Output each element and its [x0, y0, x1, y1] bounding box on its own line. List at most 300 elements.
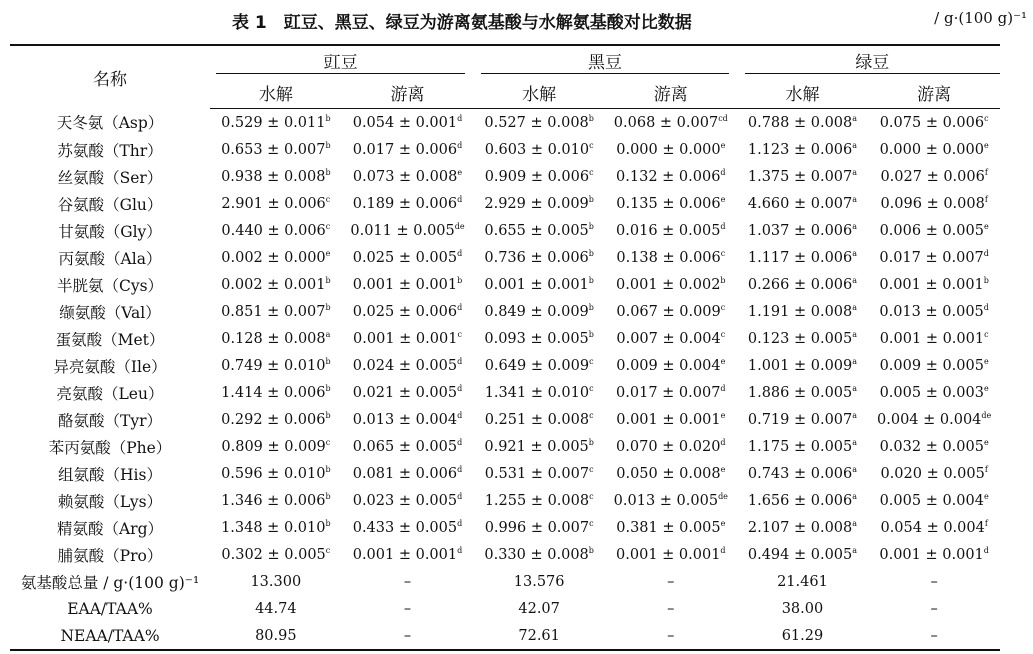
value-text: 0.132 ± 0.006	[616, 168, 721, 185]
value-text: 0.128 ± 0.008	[221, 330, 326, 347]
value-text: 0.017 ± 0.006	[352, 141, 458, 158]
value-cell	[210, 217, 342, 244]
significance-letter: c	[325, 194, 331, 204]
value-cell	[210, 136, 342, 163]
value-cell	[868, 460, 1000, 487]
value-cell	[737, 136, 869, 163]
value-text: 0.189 ± 0.006	[352, 195, 458, 212]
value-cell	[210, 109, 342, 137]
value-text: 0.001 ± 0.001	[352, 546, 458, 563]
significance-letter: e	[983, 356, 989, 366]
value-text: 0.743 ± 0.006	[747, 465, 853, 482]
value-text: 1.037 ± 0.006	[747, 222, 853, 239]
significance-letter: de	[981, 410, 992, 420]
value-text: 0.596 ± 0.010	[221, 465, 326, 482]
value-cell	[210, 487, 342, 514]
value-text: 0.921 ± 0.005	[484, 438, 589, 455]
significance-letter: cd	[718, 113, 728, 123]
value-text: 0.527 ± 0.008	[484, 114, 589, 131]
value-text: 0.001 ± 0.001	[353, 330, 458, 347]
value-text: 0.093 ± 0.005	[484, 330, 589, 347]
value-cell	[210, 244, 342, 271]
significance-letter: f	[984, 518, 988, 528]
value-cell	[342, 190, 474, 217]
significance-letter: de	[454, 221, 465, 231]
significance-letter: d	[457, 518, 463, 528]
significance-letter: d	[983, 248, 989, 258]
value-cell	[737, 379, 869, 406]
summary-value: –	[868, 622, 1000, 650]
significance-letter: b	[588, 275, 594, 285]
significance-letter: d	[457, 491, 463, 501]
value-cell	[605, 109, 737, 137]
significance-letter: c	[720, 248, 726, 258]
significance-letter: e	[983, 221, 989, 231]
value-text: 0.020 ± 0.005	[880, 465, 985, 482]
summary-value: 13.576	[513, 573, 565, 590]
value-text: 0.075 ± 0.006	[879, 114, 985, 131]
value-text: 0.649 ± 0.009	[484, 357, 590, 374]
value-text: 1.886 ± 0.005	[747, 384, 853, 401]
value-text: 0.017 ± 0.007	[616, 384, 721, 401]
value-text: 0.032 ± 0.005	[879, 438, 984, 455]
value-text: 0.381 ± 0.005	[616, 519, 721, 536]
value-cell	[342, 460, 474, 487]
value-text: 0.719 ± 0.007	[747, 411, 853, 428]
value-cell	[605, 271, 737, 298]
value-text: 0.000 ± 0.000	[879, 141, 984, 158]
significance-letter: b	[325, 464, 331, 474]
summary-value: –	[342, 622, 474, 650]
amino-acid-name: 酪氨酸（Tyr）	[57, 411, 162, 430]
significance-letter: a	[852, 464, 858, 474]
value-cell	[605, 244, 737, 271]
value-cell	[473, 109, 605, 137]
name-header: 名称	[10, 45, 210, 109]
value-text: 0.009 ± 0.005	[879, 357, 984, 374]
value-cell	[342, 352, 474, 379]
amino-acid-name: 丝氨酸（Ser）	[57, 168, 163, 187]
value-text: 0.007 ± 0.004	[616, 330, 721, 347]
amino-acid-name: 蛋氨酸（Met）	[55, 330, 165, 349]
significance-letter: a	[852, 275, 858, 285]
significance-letter: d	[457, 437, 463, 447]
significance-letter: b	[325, 383, 331, 393]
significance-letter: b	[325, 410, 331, 420]
value-cell	[737, 352, 869, 379]
value-text: 0.529 ± 0.011	[221, 114, 326, 131]
value-cell	[342, 271, 474, 298]
value-text: 0.005 ± 0.003	[879, 384, 984, 401]
significance-letter: a	[325, 329, 331, 339]
value-cell	[342, 406, 474, 433]
value-text: 1.191 ± 0.008	[747, 303, 853, 320]
value-text: 0.001 ± 0.001	[484, 276, 589, 293]
table-row	[10, 352, 1000, 379]
value-text: 0.096 ± 0.008	[880, 195, 985, 212]
value-cell	[868, 352, 1000, 379]
group-header-cowpea: 豇豆	[216, 48, 465, 74]
significance-letter: e	[720, 194, 726, 204]
value-text: 1.341 ± 0.010	[484, 384, 590, 401]
value-cell	[737, 514, 869, 541]
significance-letter: d	[457, 248, 463, 258]
value-cell	[737, 163, 869, 190]
value-cell	[737, 244, 869, 271]
value-cell	[342, 298, 474, 325]
value-cell	[868, 190, 1000, 217]
value-text: 0.001 ± 0.001	[352, 276, 458, 293]
significance-letter: c	[589, 518, 594, 528]
value-text: 0.009 ± 0.004	[616, 357, 721, 374]
value-cell	[210, 541, 342, 568]
value-text: 0.494 ± 0.005	[747, 546, 853, 563]
value-cell	[737, 271, 869, 298]
summary-value: 21.461	[777, 573, 828, 590]
value-text: 1.346 ± 0.006	[221, 492, 326, 509]
summary-value: –	[667, 573, 675, 590]
value-cell	[868, 271, 1000, 298]
value-text: 0.603 ± 0.010	[484, 141, 590, 158]
value-cell	[737, 298, 869, 325]
significance-letter: e	[325, 248, 331, 258]
summary-name: 氨基酸总量 / g·(100 g)⁻¹	[20, 573, 200, 592]
value-cell	[473, 136, 605, 163]
value-cell	[737, 460, 869, 487]
value-text: 0.068 ± 0.007	[613, 114, 719, 131]
significance-letter: d	[457, 113, 463, 123]
value-text: 0.266 ± 0.006	[747, 276, 853, 293]
significance-letter: e	[720, 140, 726, 150]
value-text: 0.909 ± 0.006	[484, 168, 590, 185]
summary-value: –	[930, 600, 938, 617]
value-cell	[210, 433, 342, 460]
significance-letter: c	[325, 545, 331, 555]
significance-letter: a	[852, 167, 858, 177]
significance-letter: f	[984, 167, 988, 177]
significance-letter: e	[720, 356, 726, 366]
significance-letter: b	[588, 545, 594, 555]
subcol-header: 水解	[737, 76, 869, 109]
value-cell	[605, 325, 737, 352]
table-row	[10, 325, 1000, 352]
amino-acid-name: 异亮氨酸（Ile）	[53, 357, 167, 376]
value-text: 0.005 ± 0.004	[879, 492, 984, 509]
significance-letter: c	[589, 464, 594, 474]
significance-letter: b	[325, 518, 331, 528]
significance-letter: b	[588, 221, 594, 231]
value-text: 1.123 ± 0.006	[747, 141, 853, 158]
significance-letter: a	[852, 383, 858, 393]
value-cell	[473, 460, 605, 487]
table-row	[10, 244, 1000, 271]
value-text: 0.073 ± 0.008	[352, 168, 458, 185]
significance-letter: c	[325, 437, 331, 447]
value-cell	[342, 433, 474, 460]
significance-letter: b	[588, 302, 594, 312]
group-header-blackbean: 黑豆	[481, 48, 728, 74]
table-row	[10, 217, 1000, 244]
significance-letter: b	[325, 491, 331, 501]
summary-row	[10, 622, 1000, 650]
significance-letter: d	[983, 545, 989, 555]
value-text: 0.021 ± 0.005	[352, 384, 458, 401]
value-cell	[868, 109, 1000, 137]
value-text: 0.292 ± 0.006	[221, 411, 326, 428]
value-text: 0.440 ± 0.006	[221, 222, 326, 239]
significance-letter: e	[720, 410, 726, 420]
value-cell	[473, 217, 605, 244]
amino-acid-table	[10, 44, 1000, 651]
value-text: 0.016 ± 0.005	[616, 222, 721, 239]
table-title	[0, 8, 1033, 32]
subcol-header: 游离	[605, 76, 737, 109]
value-cell	[473, 352, 605, 379]
value-text: 2.901 ± 0.006	[221, 195, 326, 212]
significance-letter: d	[720, 221, 726, 231]
significance-letter: a	[852, 491, 858, 501]
table-row	[10, 460, 1000, 487]
value-cell	[605, 136, 737, 163]
value-cell	[210, 271, 342, 298]
table-row	[10, 433, 1000, 460]
value-text: 0.011 ± 0.005	[350, 222, 455, 239]
value-text: 0.302 ± 0.005	[221, 546, 326, 563]
value-text: 0.070 ± 0.020	[616, 438, 721, 455]
value-cell	[868, 406, 1000, 433]
significance-letter: c	[325, 221, 331, 231]
summary-value: –	[667, 600, 675, 617]
significance-letter: b	[588, 329, 594, 339]
significance-letter: de	[718, 491, 728, 501]
value-cell	[342, 541, 474, 568]
summary-name: NEAA/TAA%	[10, 622, 210, 650]
value-cell	[473, 271, 605, 298]
significance-letter: c	[589, 383, 594, 393]
amino-acid-name: 精氨酸（Arg）	[56, 519, 164, 538]
value-cell	[473, 190, 605, 217]
value-text: 1.255 ± 0.008	[484, 492, 590, 509]
significance-letter: a	[852, 221, 858, 231]
value-cell	[342, 244, 474, 271]
value-cell	[868, 379, 1000, 406]
value-text: 0.054 ± 0.004	[880, 519, 985, 536]
significance-letter: b	[588, 437, 594, 447]
significance-letter: a	[852, 329, 858, 339]
significance-letter: e	[457, 167, 463, 177]
value-text: 0.653 ± 0.007	[221, 141, 326, 158]
subcol-header: 水解	[210, 76, 342, 109]
value-text: 0.996 ± 0.007	[484, 519, 590, 536]
value-cell	[473, 406, 605, 433]
value-text: 0.736 ± 0.006	[484, 249, 589, 266]
value-text: 0.006 ± 0.005	[879, 222, 984, 239]
table-row	[10, 271, 1000, 298]
significance-letter: a	[852, 113, 858, 123]
value-cell	[210, 406, 342, 433]
value-cell	[605, 406, 737, 433]
value-text: 0.655 ± 0.005	[484, 222, 589, 239]
significance-letter: c	[589, 356, 594, 366]
value-cell	[473, 298, 605, 325]
value-cell	[737, 487, 869, 514]
value-cell	[868, 541, 1000, 568]
value-text: 0.023 ± 0.005	[352, 492, 458, 509]
value-text: 0.749 ± 0.010	[221, 357, 326, 374]
table-caption: 表 1 豇豆、黑豆、绿豆为游离氨基酸与水解氨基酸对比数据	[232, 13, 692, 33]
value-text: 0.001 ± 0.001	[616, 546, 721, 563]
value-cell	[868, 433, 1000, 460]
value-cell	[210, 190, 342, 217]
value-cell	[605, 190, 737, 217]
significance-letter: d	[720, 383, 726, 393]
value-cell	[605, 298, 737, 325]
amino-acid-name: 谷氨酸（Glu）	[57, 195, 163, 214]
value-cell	[868, 298, 1000, 325]
table-body	[10, 109, 1000, 651]
significance-letter: c	[984, 113, 989, 123]
value-cell	[737, 433, 869, 460]
value-cell	[473, 541, 605, 568]
significance-letter: d	[457, 410, 463, 420]
table-row	[10, 163, 1000, 190]
significance-letter: a	[852, 518, 858, 528]
significance-letter: d	[457, 464, 463, 474]
amino-acid-name: 缬氨酸（Val）	[59, 303, 161, 322]
summary-row	[10, 568, 1000, 595]
amino-acid-name: 甘氨酸（Gly）	[58, 222, 162, 241]
value-text: 0.013 ± 0.005	[613, 492, 719, 509]
value-cell	[342, 109, 474, 137]
value-text: 0.013 ± 0.004	[352, 411, 458, 428]
significance-letter: c	[720, 329, 726, 339]
significance-letter: b	[457, 275, 463, 285]
value-cell	[737, 406, 869, 433]
significance-letter: b	[325, 113, 331, 123]
summary-value: 44.74	[255, 600, 297, 617]
summary-value: –	[403, 600, 412, 617]
value-text: 0.123 ± 0.005	[747, 330, 853, 347]
value-cell	[868, 325, 1000, 352]
value-text: 0.788 ± 0.008	[747, 114, 853, 131]
significance-letter: e	[983, 140, 989, 150]
value-text: 0.851 ± 0.007	[221, 303, 326, 320]
value-text: 1.001 ± 0.009	[747, 357, 853, 374]
significance-letter: b	[325, 302, 331, 312]
value-text: 0.013 ± 0.005	[879, 303, 984, 320]
table-row	[10, 136, 1000, 163]
significance-letter: b	[325, 356, 331, 366]
value-cell	[342, 514, 474, 541]
value-cell	[342, 217, 474, 244]
value-text: 1.656 ± 0.006	[747, 492, 853, 509]
significance-letter: c	[720, 302, 726, 312]
significance-letter: b	[720, 275, 726, 285]
table-row	[10, 298, 1000, 325]
value-cell	[342, 136, 474, 163]
significance-letter: a	[852, 410, 858, 420]
value-text: 0.081 ± 0.006	[352, 465, 458, 482]
value-text: 0.024 ± 0.005	[352, 357, 458, 374]
significance-letter: e	[983, 437, 989, 447]
value-text: 0.251 ± 0.008	[484, 411, 590, 428]
value-text: 0.135 ± 0.006	[616, 195, 721, 212]
significance-letter: d	[457, 545, 463, 555]
value-cell	[868, 136, 1000, 163]
value-cell	[342, 379, 474, 406]
value-cell	[210, 298, 342, 325]
value-text: 0.004 ± 0.004	[877, 411, 982, 428]
amino-acid-name: 半胱氨（Cys）	[56, 276, 164, 295]
value-cell	[605, 217, 737, 244]
summary-row	[10, 595, 1000, 622]
value-text: 0.017 ± 0.007	[879, 249, 984, 266]
value-text: 0.001 ± 0.001	[879, 276, 984, 293]
table-row	[10, 109, 1000, 137]
value-cell	[605, 163, 737, 190]
significance-letter: e	[983, 491, 989, 501]
significance-letter: c	[589, 491, 594, 501]
summary-value: 38.00	[781, 600, 824, 617]
amino-acid-name: 丙氨酸（Ala）	[58, 249, 162, 268]
value-text: 0.138 ± 0.006	[616, 249, 721, 266]
value-cell	[605, 514, 737, 541]
summary-value: 42.07	[518, 600, 560, 617]
value-cell	[605, 487, 737, 514]
significance-letter: f	[984, 464, 988, 474]
value-text: 2.107 ± 0.008	[747, 519, 853, 536]
value-cell	[605, 460, 737, 487]
value-text: 0.531 ± 0.007	[484, 465, 590, 482]
value-text: 0.001 ± 0.001	[879, 546, 984, 563]
value-text: 0.000 ± 0.000	[616, 141, 721, 158]
table-row	[10, 379, 1000, 406]
significance-letter: b	[325, 275, 331, 285]
subcol-header: 游离	[868, 76, 1000, 109]
significance-letter: c	[984, 329, 989, 339]
significance-letter: c	[589, 140, 594, 150]
value-cell	[342, 163, 474, 190]
table-row	[10, 190, 1000, 217]
value-cell	[210, 352, 342, 379]
amino-acid-name: 脯氨酸（Pro）	[57, 546, 163, 565]
summary-value: 72.61	[473, 622, 605, 650]
unit-label: / g·(100 g)⁻¹	[934, 9, 1027, 27]
value-cell	[737, 325, 869, 352]
value-cell	[868, 487, 1000, 514]
value-text: 2.929 ± 0.009	[484, 195, 589, 212]
significance-letter: a	[852, 356, 858, 366]
significance-letter: f	[984, 194, 988, 204]
value-text: 0.067 ± 0.009	[616, 303, 721, 320]
value-cell	[605, 433, 737, 460]
value-text: 0.938 ± 0.008	[221, 168, 326, 185]
significance-letter: d	[720, 167, 726, 177]
group-header-mungbean: 绿豆	[745, 48, 1000, 74]
value-cell	[342, 487, 474, 514]
value-cell	[868, 244, 1000, 271]
significance-letter: b	[325, 167, 331, 177]
summary-value: –	[403, 573, 412, 590]
value-text: 0.025 ± 0.005	[352, 249, 458, 266]
value-text: 1.414 ± 0.006	[221, 384, 326, 401]
value-text: 1.348 ± 0.010	[221, 519, 326, 536]
value-text: 0.002 ± 0.000	[221, 249, 326, 266]
table-row	[10, 514, 1000, 541]
value-text: 0.433 ± 0.005	[352, 519, 458, 536]
value-cell	[210, 514, 342, 541]
significance-letter: a	[852, 302, 858, 312]
